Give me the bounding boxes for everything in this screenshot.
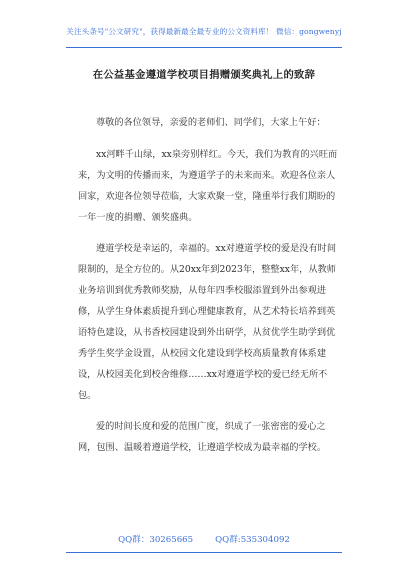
paragraph-2: 遵道学校是幸运的，幸福的。xx对遵道学校的爱是没有时间限制的，是全方位的。从20xx年到2023年，整整xx年，从教师业务培训到优秀教师奖励，从每年四季校服添置到外出参观进修，从学生身体素质提升到心理健康教育，从艺术特长培养到英语特色建设，从书香校园建设到外出研学，从贫优学生助学到优秀学生奖学金设置，从校园文化建设到学校高质量教育体系建设，从校园美化到校舍维修……xx对遵道学校的爱已经无所不包。 xyxy=(78,243,337,401)
header-divider xyxy=(66,47,342,48)
header-note: 关注头条号"公文研究"，获得最新最全最专业的公文资料库！ 微信：gongwenyj xyxy=(66,27,342,36)
footer xyxy=(0,533,408,545)
paragraph-1: xx河畔千山绿，xx泉旁别样红。今天，我们为教育的兴旺而来，为文明的传播而来，为遵道学子的未来而来。欢迎各位亲人回家，欢迎各位领导莅临，大家欢聚一堂，隆重举行我们期盼的一年一度的捐赠、颁奖盛典。 xyxy=(78,149,338,223)
footer-qq-group-2: QQ群:535304092 xyxy=(215,535,290,545)
footer-divider xyxy=(66,552,342,553)
paragraph-3: 爱的时间长度和爱的范围广度，织成了一张密密的爱心之网，包围、温暖着遵道学校，让遵道学校成为最幸福的学校。 xyxy=(78,421,327,453)
salutation: 尊敬的各位领导，亲爱的老师们、同学们，大家上午好： xyxy=(96,117,326,128)
document-body xyxy=(78,112,340,466)
document-title: 在公益基金遵道学校项目捐赠颁奖典礼上的致辞 xyxy=(92,69,316,81)
footer-qq-group-1: QQ群：30265665 xyxy=(118,535,194,545)
